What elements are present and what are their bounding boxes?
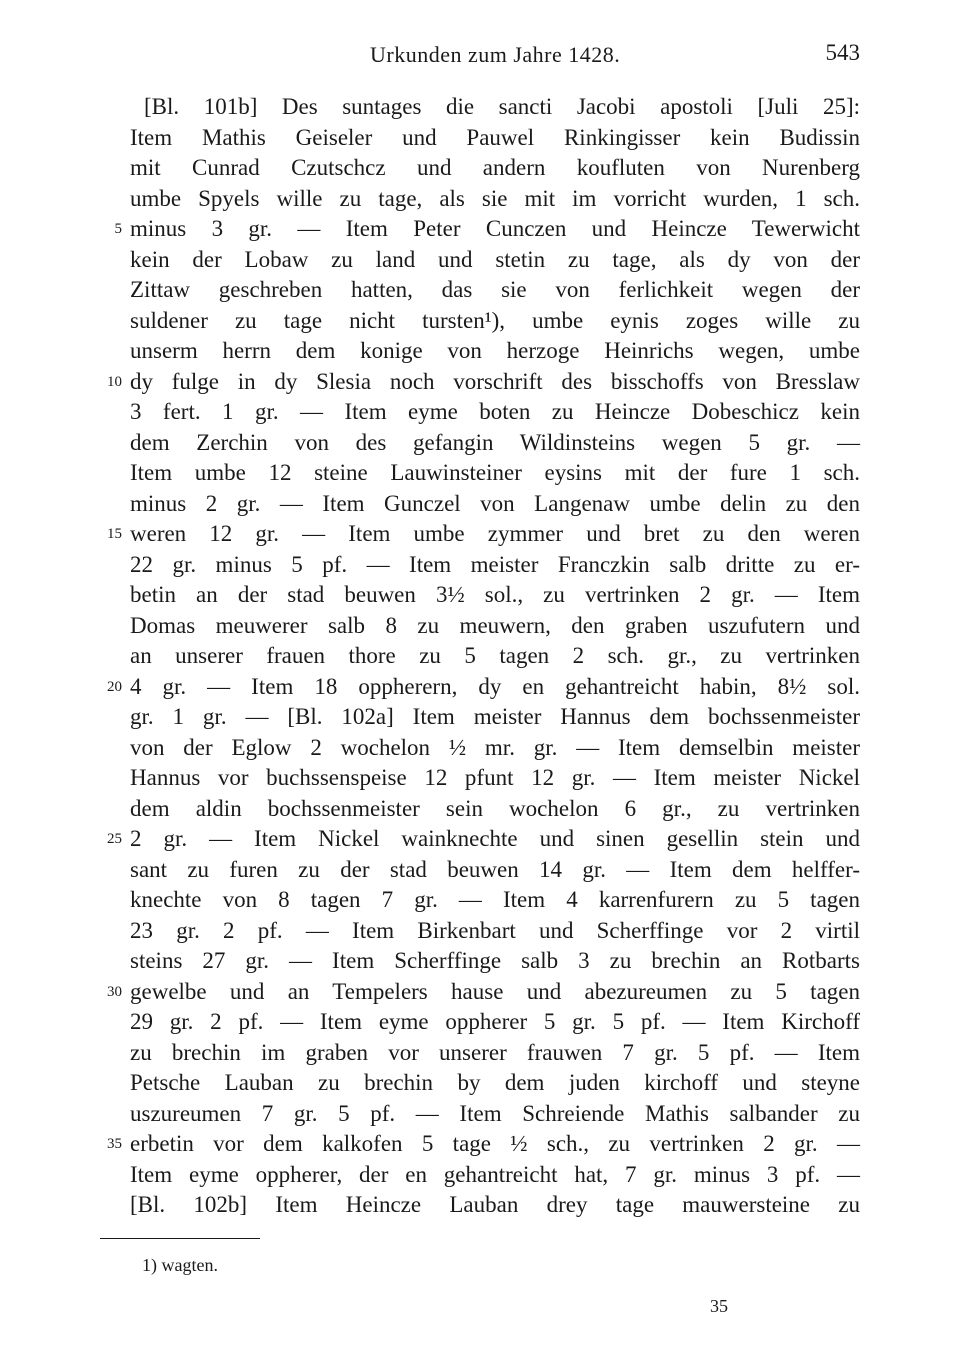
text-line [130,92,860,123]
text-line [130,1190,860,1221]
footnote-rule [100,1238,260,1239]
line-text: 2 gr. — Item Nickel wainknechte und sinen gesellin stein und [130,826,860,851]
line-text: 4 gr. — Item 18 oppherern, dy en gehantreicht habin, 8½ sol. [130,673,860,699]
text-line [107,367,860,398]
text-line [130,489,860,520]
line-number: 10 [107,373,122,390]
text-line [114,214,860,245]
body-text [107,92,860,1221]
footnote [142,1255,218,1276]
line-text: Item umbe 12 steine Lauwinsteiner eysins mit der fure 1 sch. [130,460,860,485]
text-line [130,855,860,886]
text-line [130,733,860,764]
text-line [130,458,860,489]
line-text: [Bl. 101b] Des suntages die sancti Jacobi apostoli [Juli 25]: [144,94,860,119]
text-line [130,275,860,306]
text-line [130,1007,860,1038]
line-text: steins 27 gr. — Item Scherffinge salb 3 zu brechin an Rotbarts [130,948,860,973]
text-line [130,153,860,184]
line-text: minus 3 gr. — Item Peter Cunczen und Heincze Tewerwicht [130,216,860,241]
line-text: zu brechin im graben vor unserer frauwen 7 gr. 5 pf. — Item [130,1039,860,1065]
page-number: 543 [825,40,860,65]
text-line [107,977,860,1008]
text-line [130,580,860,611]
text-line [107,824,860,855]
line-number: 5 [114,221,122,237]
line-text: dem Zerchin von des gefangin Wildinsteins wegen 5 gr. — [130,429,860,455]
text-line [130,611,860,642]
line-text: unserm herrn dem konige von herzoge Heinrichs wegen, umbe [130,338,860,363]
line-text: Zittaw geschreben hatten, das sie von ferlichkeit wegen der [130,277,860,302]
line-text: [Bl. 102b] Item Heincze Lauban drey tage mauwersteine zu [130,1192,860,1217]
line-number: 30 [107,983,122,1000]
line-text: sant zu furen zu der stad beuwen 14 gr. — Item dem helffer- [130,856,860,882]
text-line [130,1160,860,1191]
signature-mark: 35 [710,1296,728,1316]
text-line [130,946,860,977]
text-line [130,794,860,825]
line-text: gr. 1 gr. — [Bl. 102a] Item meister Hannus dem bochssenmeister [130,704,860,729]
line-text: betin an der stad beuwen 3½ sol., zu vertrinken 2 gr. — Item [130,582,860,607]
line-text: Item eyme oppherer, der en gehantreicht hat, 7 gr. minus 3 pf. — [130,1161,860,1187]
text-line [130,885,860,916]
line-number: 20 [107,678,122,695]
text-line [130,1068,860,1099]
line-text: dy fulge in dy Slesia noch vorschrift des bisschoffs von Bresslaw [130,368,860,394]
line-text: knechte von 8 tagen 7 gr. — Item 4 karrenfurern zu 5 tagen [130,887,860,912]
text-line [130,641,860,672]
line-text: 29 gr. 2 pf. — Item eyme oppherer 5 gr. 5 pf. — Item Kirchoff [130,1009,860,1034]
line-text: Domas meuwerer salb 8 zu meuwern, den graben uszufutern und [130,612,860,638]
text-line [130,184,860,215]
line-text: umbe Spyels wille zu tage, als sie mit im vorricht wurden, 1 sch. [130,185,860,211]
line-text: uszureumen 7 gr. 5 pf. — Item Schreiende Mathis salbander zu [130,1100,860,1126]
text-line [130,306,860,337]
line-text: an unserer frauen thore zu 5 tagen 2 sch. gr., zu vertrinken [130,643,860,668]
line-number: 15 [107,526,122,542]
text-line [130,428,860,459]
line-text: 22 gr. minus 5 pf. — Item meister Franczkin salb dritte zu er- [130,551,860,577]
line-text: Item Mathis Geiseler und Pauwel Rinkingisser kein Budissin [130,124,860,150]
line-text: 23 gr. 2 pf. — Item Birkenbart und Scherffinge vor 2 virtil [130,917,860,943]
line-text: mit Cunrad Czutschcz und andern koufluten von Nurenberg [130,155,860,180]
text-line [130,397,860,428]
text-line [130,336,860,367]
text-line [130,1038,860,1069]
text-line [107,519,860,550]
line-text: erbetin vor dem kalkofen 5 tage ½ sch., zu vertrinken 2 gr. — [130,1131,860,1156]
text-line [130,550,860,581]
line-text: minus 2 gr. — Item Gunczel von Langenaw umbe delin zu den [130,490,860,516]
line-text: Hannus vor buchssenspeise 12 pfunt 12 gr. — Item meister Nickel [130,765,860,790]
line-number: 35 [107,1136,122,1152]
footnote-text: wagten. [161,1255,218,1275]
text-line [107,672,860,703]
text-line [130,245,860,276]
text-line [130,1099,860,1130]
running-title: Urkunden zum Jahre 1428. [370,42,621,67]
line-text: Petsche Lauban zu brechin by dem juden kirchoff und steyne [130,1070,860,1095]
line-text: kein der Lobaw zu land und stetin zu tage, als dy von der [130,246,860,272]
line-text: 3 fert. 1 gr. — Item eyme boten zu Heincze Dobeschicz kein [130,399,860,424]
line-text: dem aldin bochssenmeister sein wochelon 6 gr., zu vertrinken [130,795,860,821]
line-number: 25 [107,831,122,847]
line-text: von der Eglow 2 wochelon ½ mr. gr. — Item demselbin meister [130,734,860,760]
text-line [130,123,860,154]
text-line [130,763,860,794]
text-line [130,702,860,733]
footnote-marker: 1) [142,1255,157,1275]
text-line [107,1129,860,1160]
line-text: suldener zu tage nicht tursten¹), umbe eynis zoges wille zu [130,307,860,333]
line-text: gewelbe und an Tempelers hause und abezureumen zu 5 tagen [130,978,860,1004]
line-text: weren 12 gr. — Item umbe zymmer und bret zu den weren [130,521,860,546]
text-line [130,916,860,947]
